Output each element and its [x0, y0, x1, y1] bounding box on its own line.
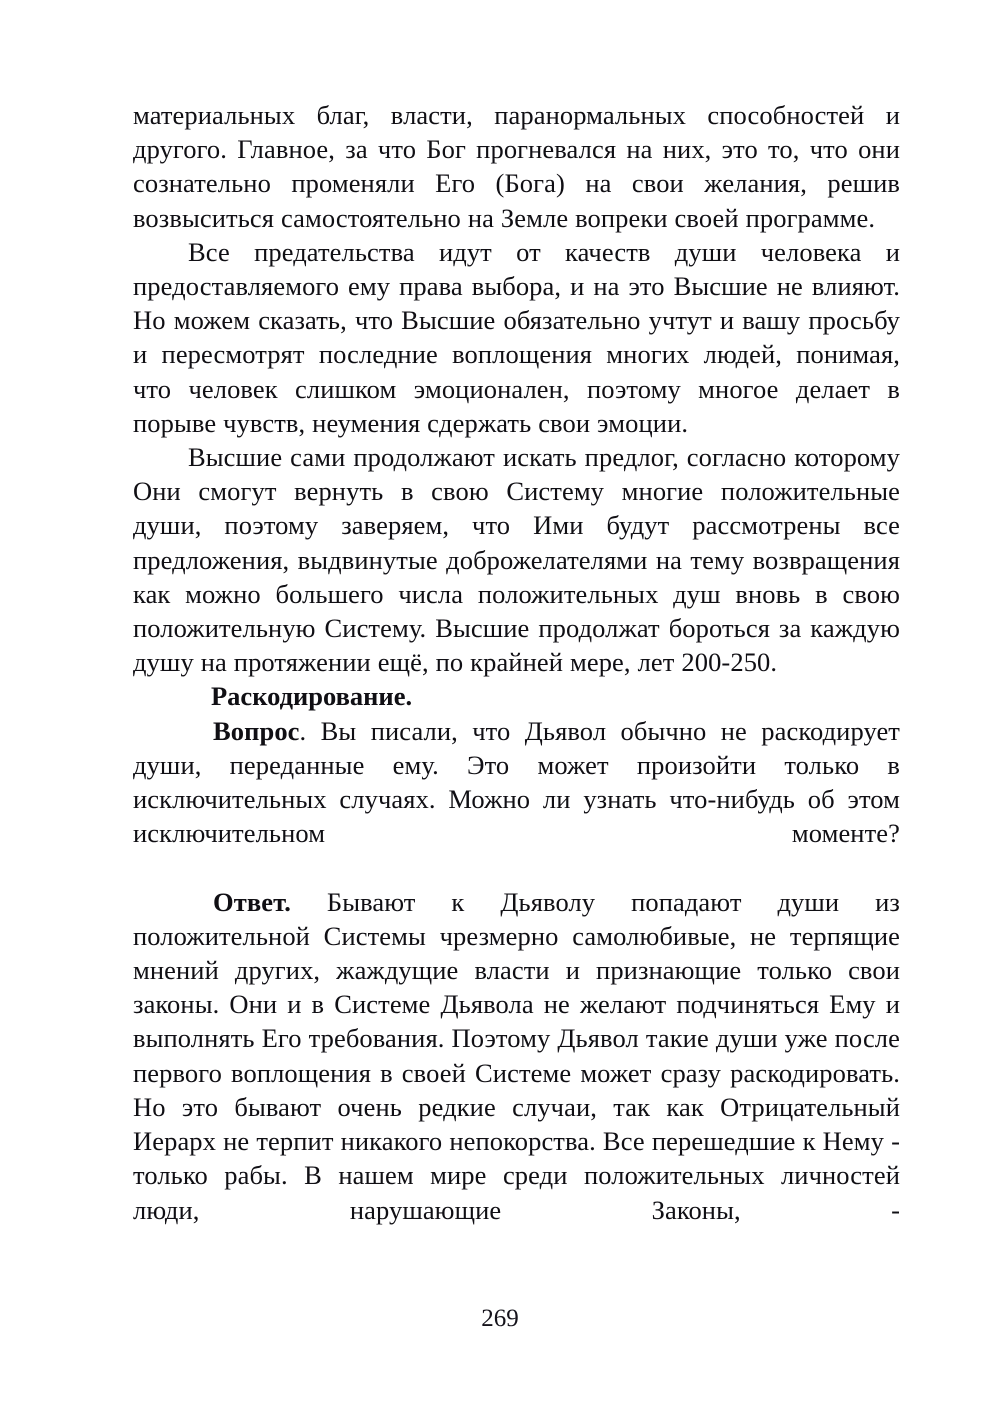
section-heading-decoding: Раскодирование. — [211, 681, 413, 712]
paragraph-answer — [133, 885, 900, 1261]
answer-body: Бывают к Дьяволу попадают души из положительной Системы чрезмерно самолюбивые, не терпящие мнений других, жаждущие власти и признающие только свои законы. Они и в Системе Дьявола не желают подчиняться Ему и выполнять Его требования. Поэтому Дьявол такие души уже после первого воплощения в своей Системе может сразу раскодировать. Но это бывают очень редкие случаи, так как Отрицательный Иерарх не терпит никакого непокорства. Все перешедшие к Нему - только рабы. В нашем мире среди положительных личностей люди, нарушающие Законы, - — [133, 886, 900, 1225]
page-text-block — [133, 98, 900, 1261]
question-body: Вы писали, что Дьявол обычно не раскодирует души, переданные ему. Это может произойти только в исключительных случаях. Можно ли узнать что-нибудь об этом исключительном моменте? — [133, 715, 900, 849]
paragraph-betrayals: Все предательства идут от качеств души человека и предоставляемого ему права выбора, и на это Высшие не влияют. Но можем сказать, что Высшие обязательно учтут и вашу просьбу и пересмотрят последние воплощения многих людей, понимая, что человек слишком эмоционален, поэтому многое делает в порыве чувств, неумения сдержать свои эмоции. — [133, 236, 900, 438]
paragraph-higher-ones: Высшие сами продолжают искать предлог, согласно которому Они смогут вернуть в свою Систему многие положительные души, поэтому заверяем, что Ими будут рассмотрены все предложения, выдвинутые доброжелателями на тему возвращения как можно большего числа положительных душ вновь в свою положительную Систему. Высшие продолжат бороться за каждую душу на протяжении ещё, по крайней мере, лет 200-250. — [133, 442, 900, 678]
question-label: Вопрос — [213, 715, 300, 746]
question-label-suffix: . — [299, 715, 307, 746]
answer-label: Ответ. — [213, 886, 291, 917]
paragraph-question — [133, 714, 900, 885]
page-number: 269 — [481, 1305, 519, 1332]
paragraph-continuation: материальных благ, власти, паранормальных способностей и другого. Главное, за что Бог прогневался на них, это то, что они сознательно променяли Его (Бога) на свои желания, решив возвыситься самостоятельно на Земле вопреки своей программе. — [133, 100, 900, 233]
